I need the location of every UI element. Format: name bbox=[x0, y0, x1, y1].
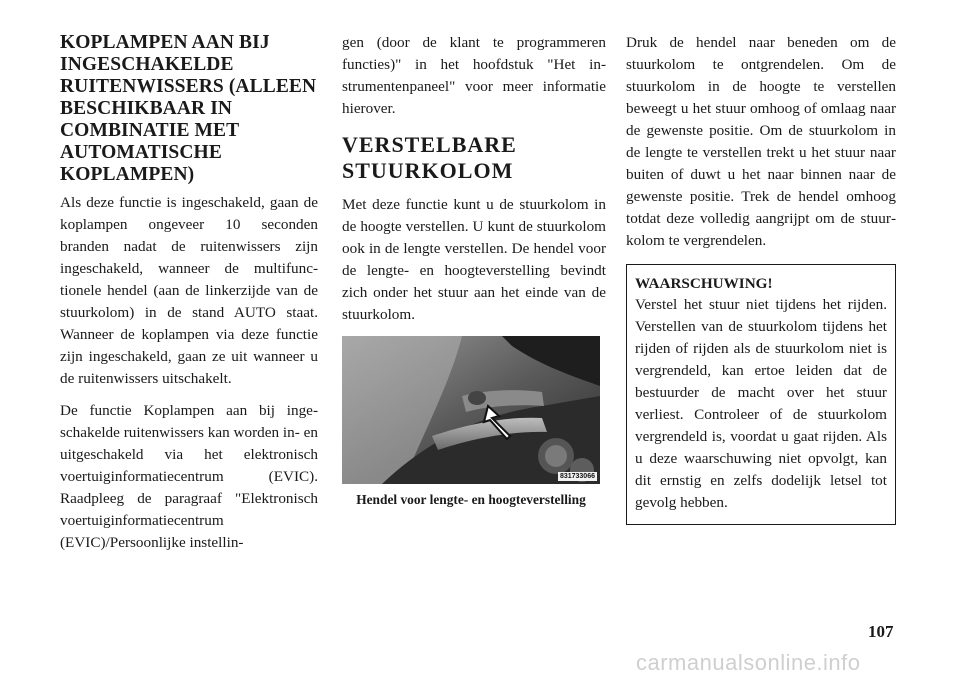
warning-text: Verstel het stuur niet tijdens het rijden. Verstellen van de stuurkolom tijdens het rijden of rijden als de stuurkolom niet is vergrendeld, kan ertoe leiden dat de bestuurder de macht over het stuur verliest. Controleer of de stuurkolom vergrendeld is, voordat u gaat rijden. Als u deze waarschuwing niet opvolgt, kan dit ernstig en zelfs dodelijk letsel tot gevolg hebben. bbox=[635, 296, 887, 511]
paragraph: De functie Koplampen aan bij ingeschakelde ruitenwissers kan worden in- en uitgeschakeld via het elektronisch voertuiginformatiecentrum (EVIC). Raadpleeg de paragraaf "Elektronisch voertuiginformatiecentrum (EVIC)/Persoonlijke instellin- bbox=[60, 402, 318, 551]
column-middle bbox=[342, 32, 606, 508]
paragraph: Met deze functie kunt u de stuurkolom in de hoogte verstellen. U kunt de stuurkolom ook in de lengte verstellen. De hendel voor de lengte- en hoogteverstelling bevindt zich onder het stuur aan het einde van de stuurkolom. bbox=[342, 196, 606, 323]
section-heading-wiper-headlamps: KOPLAMPEN AAN BIJ INGESCHAKELDE RUITENWISSERS (ALLEEN BESCHIKBAAR IN COMBINATIE MET AUTOMATISCHE KOPLAMPEN) bbox=[60, 32, 317, 185]
paragraph: Als deze functie is ingeschakeld, gaan de koplampen ongeveer 10 seconden branden nadat de ruitenwissers zijn ingeschakeld, wanneer de multifunctionele hendel (aan de linkerzijde van de stuurkolom) in de stand AUTO staat. Wanneer de koplampen via deze functie zijn ingeschakeld, gaan ze uit wanneer u de ruitenwissers uitschakelt. bbox=[60, 194, 318, 387]
section-heading-steering-column: VERSTELBARE STUURKOLOM bbox=[342, 132, 517, 183]
figure-caption: Hendel voor lengte- en hoogteverstelling bbox=[356, 492, 586, 507]
watermark: carmanualsonline.info bbox=[636, 650, 861, 675]
paragraph: Druk de hendel naar beneden om de stuurkolom te ontgrendelen. Om de stuurkolom in de hoogte te verstellen beweegt u het stuur omhoog of omlaag naar de gewenste positie. Om de stuurkolom in de lengte te verstellen trekt u het stuur naar buiten of duwt u het naar binnen naar de gewenste positie. Trek de hendel omhoog totdat deze volledig aangrijpt om de stuurkolom te vergrendelen. bbox=[626, 34, 896, 249]
column-left bbox=[60, 32, 318, 564]
steering-column-illustration bbox=[342, 336, 600, 484]
warning-box bbox=[626, 264, 896, 525]
warning-title: WAARSCHUWING! bbox=[635, 275, 773, 292]
steering-lever-photo bbox=[342, 336, 600, 484]
column-right bbox=[626, 32, 896, 525]
paragraph: gen (door de klant te programmeren functies)" in het hoofdstuk "Het instrumentenpaneel" voor meer informatie hierover. bbox=[342, 34, 606, 117]
figure-code: 831733066 bbox=[559, 473, 595, 480]
page-number: 107 bbox=[868, 622, 894, 641]
